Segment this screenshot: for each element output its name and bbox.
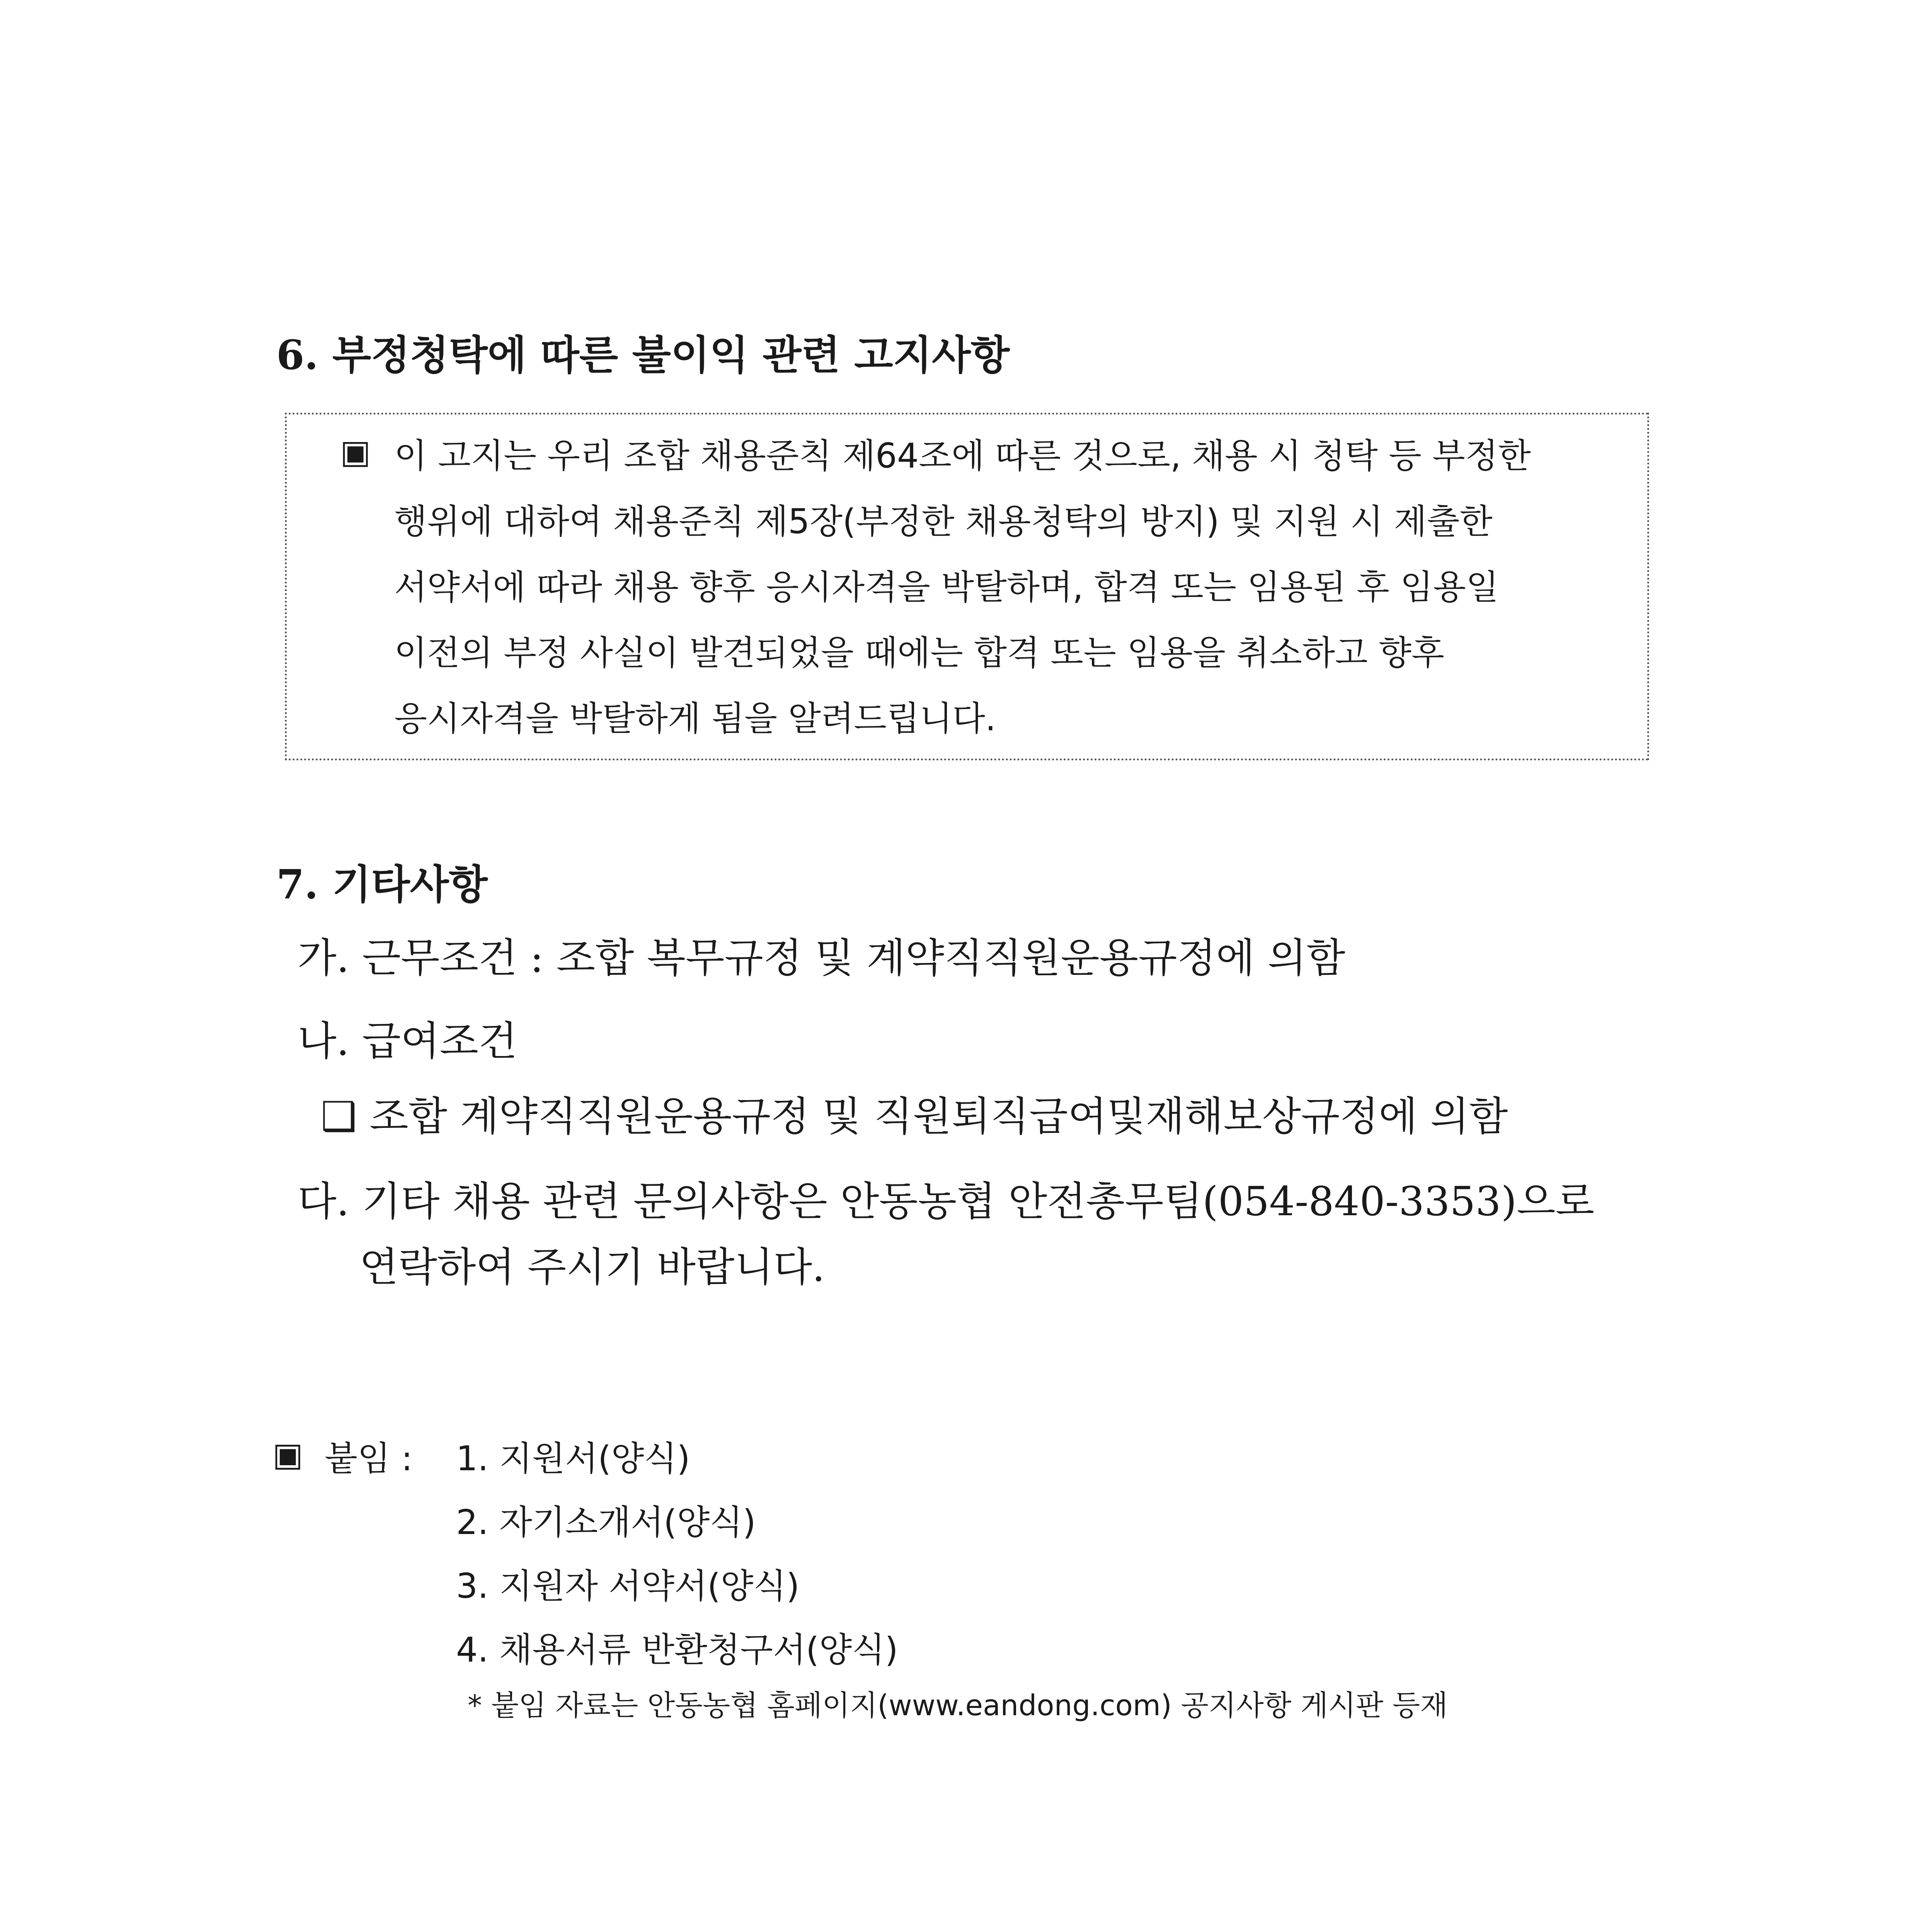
- notice-line: 이 고지는 우리 조합 채용준칙 제64조에 따른 것으로, 채용 시 청탁 등 부정한: [394, 436, 1531, 476]
- work-conditions-item: 가. 근무조건 : 조합 복무규정 및 계약직직원운용규정에 의함: [298, 934, 1345, 981]
- notice-line: 응시자격을 박탈하게 됨을 알려드립니다.: [394, 699, 996, 738]
- notice-line: 이전의 부정 사실이 발견되었을 때에는 합격 또는 임용을 취소하고 향후: [394, 633, 1444, 673]
- notice-line: 서약서에 따라 채용 향후 응시자격을 박탈하며, 합격 또는 임용된 후 임용일: [394, 567, 1499, 607]
- section-7-title: 7. 기타사항: [276, 861, 488, 908]
- attachment-marker-icon: ▣: [272, 1435, 303, 1473]
- attachment-item: 2. 자기소개서(양식): [456, 1502, 756, 1542]
- inquiry-item-continued: 연락하여 주시기 바랍니다.: [359, 1243, 825, 1291]
- attachment-item: 3. 지원자 서약서(양식): [456, 1566, 800, 1606]
- inquiry-item: 다. 기타 채용 관련 문의사항은 안동농협 안전총무팀(054-840-3353)으로: [298, 1178, 1595, 1225]
- notice-marker-icon: ▣: [340, 433, 371, 471]
- attachment-item: 4. 채용서류 반환청구서(양식): [456, 1630, 898, 1670]
- attachment-note: * 붙임 자료는 안동농협 홈페이지(www.eandong.com) 공지사항 게시판 등재: [468, 1689, 1448, 1722]
- salary-conditions-item: 나. 급여조건: [298, 1017, 518, 1065]
- attachment-item: 1. 지원서(양식): [456, 1439, 690, 1478]
- section-6-title: 6. 부정청탁에 따른 불이익 관련 고지사항: [276, 331, 1010, 379]
- attachment-label: 붙임 :: [325, 1439, 413, 1478]
- salary-conditions-detail: ❑ 조합 계약직직원운용규정 및 직원퇴직급여및재해보상규정에 의함: [321, 1093, 1508, 1140]
- notice-line: 행위에 대하여 채용준칙 제5장(부정한 채용청탁의 방지) 및 지원 시 제출한: [394, 502, 1493, 541]
